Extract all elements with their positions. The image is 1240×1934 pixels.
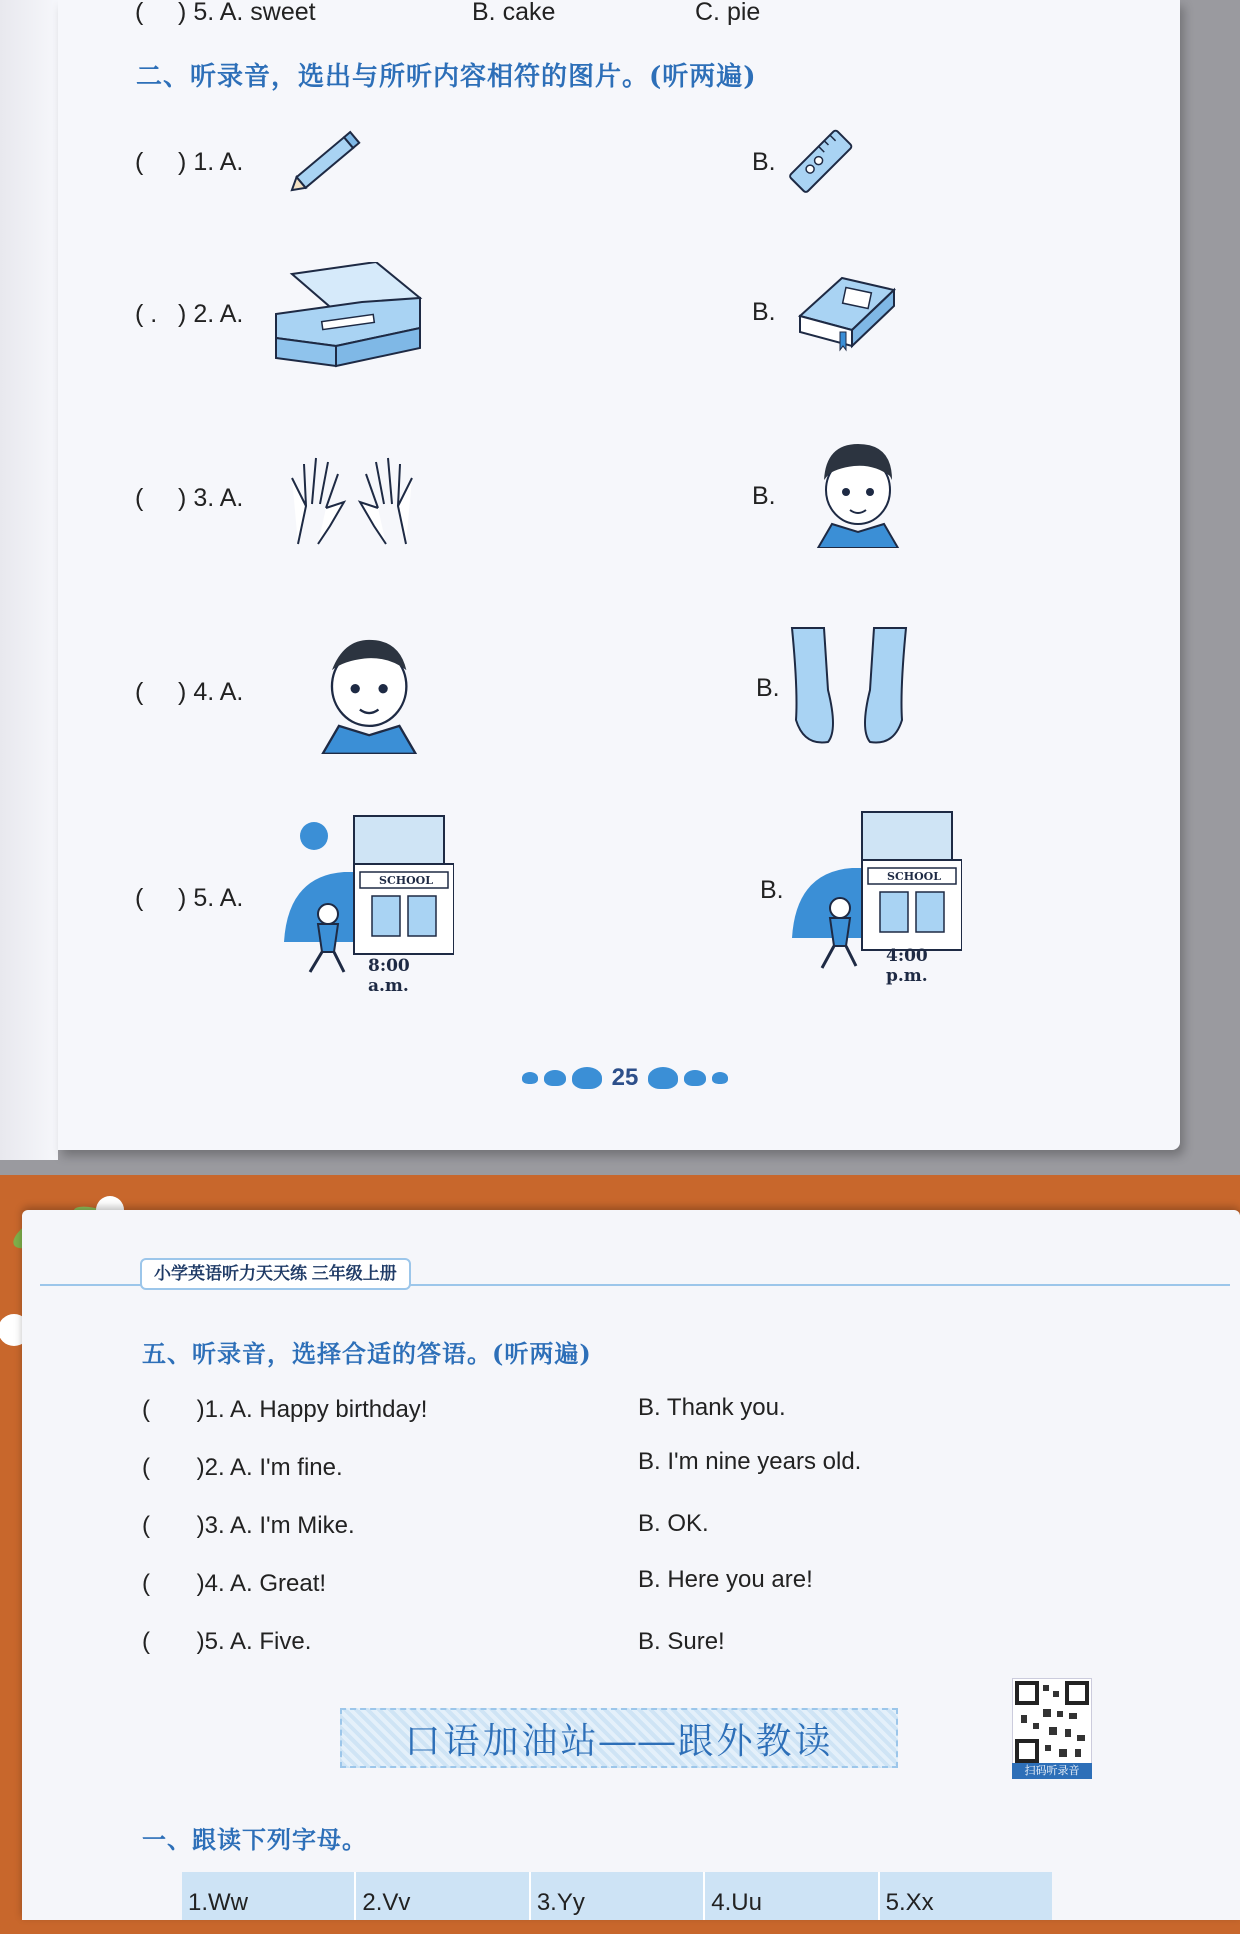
time-morning: 8:00 a.m. <box>368 956 410 996</box>
letters-table <box>182 1872 1052 1920</box>
prev-option-c: C. pie <box>695 0 761 26</box>
qr-code-icon[interactable] <box>1012 1678 1092 1766</box>
letter-cell: 2.Vv <box>356 1872 530 1920</box>
question-3-label: ( ) 3. A. <box>135 484 244 512</box>
pencil-icon <box>282 124 372 200</box>
page-fold <box>0 0 58 1160</box>
prev-question-5: ( ) 5. A. sweet <box>135 0 316 26</box>
response-5-option-b: B. Sure! <box>638 1628 725 1655</box>
section-1-title: 一、跟读下列字母。 <box>142 1825 367 1854</box>
response-3-question: ( )3. A. I'm Mike. <box>142 1512 355 1539</box>
response-1-question: ( )1. A. Happy birthday! <box>142 1396 428 1423</box>
response-1-option-b: B. Thank you. <box>638 1394 786 1421</box>
letter-cell: 3.Yy <box>531 1872 705 1920</box>
qr-code-label: 扫码听录音 <box>1012 1763 1092 1779</box>
letter-cell: 4.Uu <box>705 1872 879 1920</box>
elephant-icon <box>648 1067 678 1089</box>
question-4-label: ( ) 4. A. <box>135 678 244 706</box>
response-4-option-b: B. Here you are! <box>638 1566 813 1593</box>
section-5-title: 五、听录音，选择合适的答语。(听两遍) <box>142 1339 592 1368</box>
book-icon <box>794 276 898 352</box>
ruler-icon <box>780 120 860 204</box>
question-1-label: ( ) 1. A. <box>135 148 244 176</box>
hands-icon <box>282 448 422 548</box>
question-4-option-b: B. <box>756 674 780 702</box>
question-2-label: ( . ) 2. A. <box>135 300 244 328</box>
response-2-option-b: B. I'm nine years old. <box>638 1448 862 1475</box>
school-morning-icon <box>284 812 454 996</box>
feet-icon <box>784 620 914 750</box>
question-3-option-b: B. <box>752 482 776 510</box>
time-afternoon: 4:00 p.m. <box>886 946 928 986</box>
prev-option-b: B. cake <box>472 0 556 26</box>
oral-practice-banner: 口语加油站——跟外教读 <box>340 1708 898 1768</box>
question-5-option-b: B. <box>760 876 784 904</box>
elephant-icon <box>544 1070 566 1086</box>
letter-cell: 1.Ww <box>182 1872 356 1920</box>
worksheet-page-26 <box>22 1210 1240 1920</box>
question-1-option-b: B. <box>752 148 776 176</box>
school-sign: SCHOOL <box>887 870 941 883</box>
pencil-box-icon <box>272 262 424 370</box>
school-sign: SCHOOL <box>379 874 433 887</box>
elephant-icon <box>684 1070 706 1086</box>
school-afternoon-icon <box>792 808 962 986</box>
book-header: 小学英语听力天天练 三年级上册 <box>140 1258 411 1290</box>
question-2-option-b: B. <box>752 298 776 326</box>
response-5-question: ( )5. A. Five. <box>142 1628 312 1655</box>
page-footer <box>455 1058 795 1098</box>
response-3-option-b: B. OK. <box>638 1510 709 1537</box>
elephant-icon <box>572 1067 602 1089</box>
response-4-question: ( )4. A. Great! <box>142 1570 327 1597</box>
question-5-label: ( ) 5. A. <box>135 884 244 912</box>
boy-face-icon <box>814 440 900 548</box>
page-number: 25 <box>611 1064 639 1091</box>
boy-face-icon <box>318 628 418 754</box>
response-2-question: ( )2. A. I'm fine. <box>142 1454 343 1481</box>
elephant-icon <box>712 1072 728 1084</box>
letter-cell: 5.Xx <box>885 1889 934 1916</box>
section-2-title: 二、听录音，选出与所听内容相符的图片。(听两遍) <box>136 62 757 92</box>
elephant-icon <box>522 1072 538 1084</box>
